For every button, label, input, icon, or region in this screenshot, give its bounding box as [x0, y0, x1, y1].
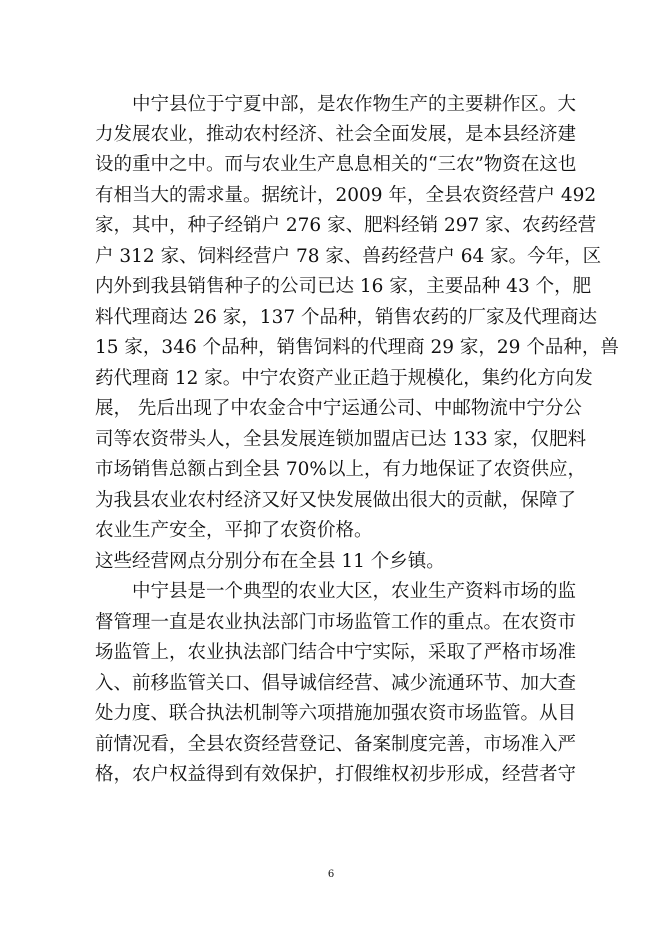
text-line: 中宁县位于宁夏中部，是农作物生产的主要耕作区。大	[132, 94, 577, 115]
text-line: 中宁县是一个典型的农业大区，农业生产资料市场的监	[132, 581, 577, 602]
text-line: 料代理商达 26 家，137 个品种，销售农药的厂家及代理商达	[95, 307, 597, 328]
text-line: 内外到我县销售种子的公司已达 16 家，主要品种 43 个，肥	[95, 276, 592, 297]
text-line: 这些经营网点分别分布在全县 11 个乡镇。	[95, 551, 445, 572]
text-line: 督管理一直是农业执法部门市场监管工作的重点。在农资市	[95, 612, 577, 633]
text-line: 药代理商 12 家。中宁农资产业正趋于规模化，集约化方向发	[95, 368, 593, 389]
text-line: 户 312 家、饲料经营户 78 家、兽药经营户 64 家。今年，区	[95, 246, 602, 267]
text-line: 有相当大的需求量。据统计，2009 年，全县农资经营户 492	[95, 185, 597, 206]
text-line: 前情况看，全县农资经营登记、备案制度完善，市场准入严	[95, 734, 577, 755]
text-line: 场监管上，农业执法部门结合中宁实际，采取了严格市场准	[95, 642, 577, 663]
text-line: 格，农户权益得到有效保护，打假维权初步形成，经营者守	[95, 764, 577, 785]
text-line: 处力度、联合执法机制等六项措施加强农资市场监管。从目	[95, 703, 577, 724]
text-line: 司等农资带头人，全县发展连锁加盟店已达 133 家，仅肥料	[95, 429, 587, 450]
text-line: 设的重中之中。而与农业生产息息相关的“三农”物资在这也	[95, 154, 577, 175]
text-line: 展， 先后出现了中农金合中宁运通公司、中邮物流中宁分公	[95, 398, 582, 419]
text-line: 为我县农业农村经济又好又快发展做出很大的贡献，保障了	[95, 490, 577, 511]
text-line: 入、前移监管关口、倡导诚信经营、减少流通环节、加大查	[95, 673, 577, 694]
text-line: 15 家，346 个品种，销售饲料的代理商 29 家，29 个品种，兽	[95, 337, 619, 358]
page-number: 6	[327, 869, 335, 880]
text-line: 家，其中，种子经销户 276 家、肥料经销 297 家、农药经营	[95, 215, 597, 236]
text-line: 力发展农业，推动农村经济、社会全面发展，是本县经济建	[95, 124, 577, 145]
text-line: 市场销售总额占到全县 70%以上，有力地保证了农资供应，	[95, 459, 587, 480]
text-line: 农业生产安全，平抑了农资价格。	[95, 520, 373, 541]
